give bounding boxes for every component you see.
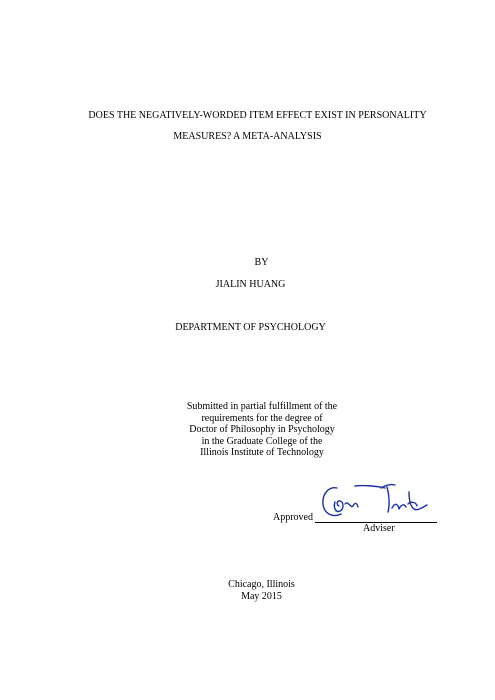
submission-statement bbox=[0, 401, 495, 459]
approval-block bbox=[273, 478, 453, 538]
submission-line: in the Graduate College of the bbox=[201, 435, 323, 447]
submission-line: Doctor of Philosophy in Psychology bbox=[189, 424, 335, 435]
author-name: JIALIN HUANG bbox=[215, 279, 286, 290]
thesis-title-line-2: MEASURES? A META-ANALYSIS bbox=[173, 131, 322, 142]
location: Chicago, Illinois bbox=[228, 579, 295, 590]
thesis-title-line-1: DOES THE NEGATIVELY-WORDED ITEM EFFECT EXIST IN PERSONALITY bbox=[88, 110, 427, 121]
submission-line: requirements for the degree of bbox=[201, 412, 323, 424]
adviser-label: Adviser bbox=[363, 523, 395, 534]
adviser-signature bbox=[319, 478, 431, 522]
approved-label: Approved bbox=[273, 512, 313, 523]
submission-date: May 2015 bbox=[241, 591, 282, 602]
submission-line: Illinois Institute of Technology bbox=[200, 447, 324, 458]
submission-line: Submitted in partial fulfillment of the bbox=[186, 401, 338, 412]
by-label: BY bbox=[254, 257, 269, 268]
department-name: DEPARTMENT OF PSYCHOLOGY bbox=[175, 322, 326, 333]
